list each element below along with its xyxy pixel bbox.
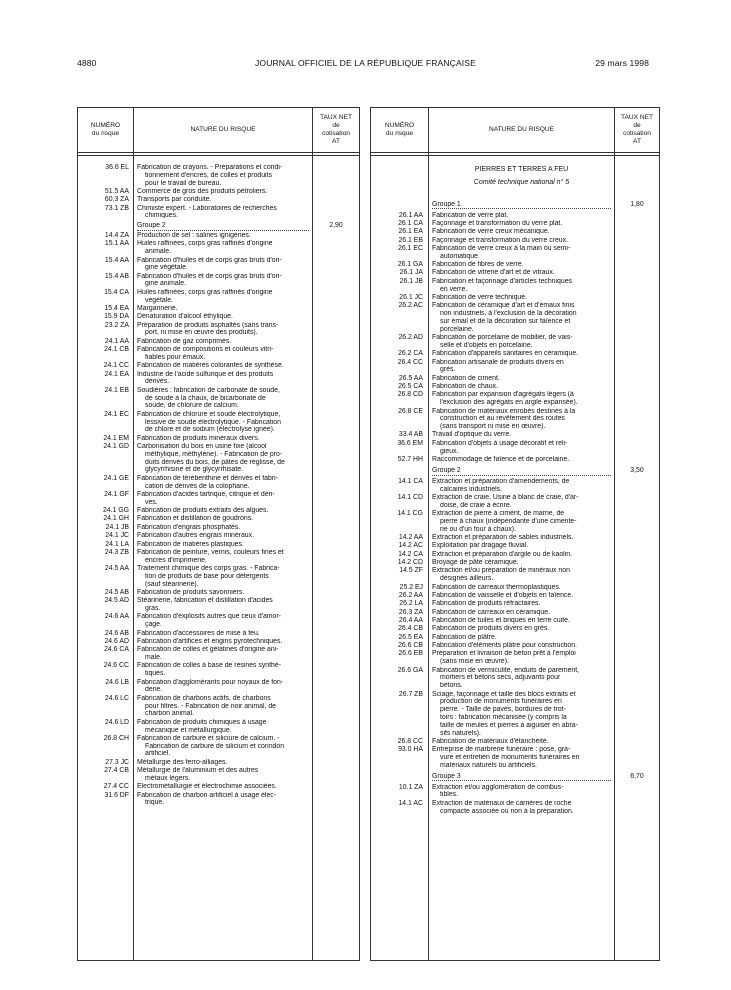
risk-code: 24.1 GD — [103, 443, 129, 451]
risk-description-line: dérivés. — [145, 378, 170, 386]
risk-description-line: Extraction et préparation de sables industriels. — [432, 534, 574, 542]
risk-description-line: Fabrication de charbon artificiel à usage élec- — [137, 791, 277, 799]
risk-description-line: Fabrication artisanale de produits divers en — [432, 358, 564, 366]
risk-description-line: Façonnage et transformation du verre plat. — [432, 219, 563, 227]
left-risk-table — [77, 107, 360, 961]
risk-code: 26.4 CB — [398, 625, 423, 633]
risk-code: 24.1 EM — [103, 434, 129, 442]
risk-description-line: Fabrication de produits minéraux divers. — [137, 434, 260, 442]
risk-description-line: grès. — [440, 366, 456, 374]
risk-description-line: végétale. — [145, 296, 173, 304]
risk-description-line: port, ni mise en œuvre des produits). — [145, 329, 258, 337]
risk-description-line: Façonnage et transformation du verre creux. — [432, 236, 568, 244]
risk-description-line: rie ou d'un four à chaux). — [440, 525, 517, 533]
group-label: Groupe 3 — [432, 773, 611, 782]
risk-code: 24.6 AB — [104, 629, 129, 637]
risk-code: 14.2 CA — [398, 550, 423, 558]
header-nature: NATURE DU RISQUE — [488, 126, 555, 133]
risk-description-line: Stéarinerie, fabrication et distillation d'acides — [137, 597, 273, 605]
risk-code: 24.1 EB — [104, 386, 129, 394]
risk-code: 26.5 AA — [398, 374, 423, 382]
risk-description-line: Fabrication d'objets à usage décoratif et reli- — [432, 439, 568, 447]
risk-description-line: de chlore et de sodium (électrolyse ignée). — [145, 426, 275, 434]
risk-description-line: Fabrication de produits extraits des algues. — [137, 507, 269, 515]
risk-description-line: Fabrication d'appareils sanitaires en céramique. — [432, 350, 579, 358]
risk-description-line: l'exclusion des agrégats en argile expansée). — [440, 399, 578, 407]
risk-code: 23.2 ZA — [104, 321, 129, 329]
risk-description-line: artificiel. — [145, 750, 171, 758]
risk-description-line: métaux légers. — [145, 774, 191, 782]
risk-description-line: Fabrication d'huiles et de corps gras bruts d'ori- — [137, 256, 282, 264]
risk-description-line: Soudières : fabrication de carbonate de soude, — [137, 386, 280, 394]
risk-description-line: Fabrication de matériaux enrobés destinés à la — [432, 407, 576, 415]
risk-description-line: Travail d'optique du verre. — [432, 431, 512, 439]
risk-code: 24.6 LB — [105, 678, 129, 686]
risk-description-line: gine végétale. — [145, 264, 188, 272]
risk-code: 24.1 CB — [104, 346, 129, 354]
risk-description-line: Extraction et/ou préparation de minéraux non — [432, 567, 570, 575]
risk-description-line: soude, de chlorure de calcium. — [145, 402, 239, 410]
risk-description-line: (sauf stéarinerie). — [145, 580, 199, 588]
risk-code: 10.1 ZA — [398, 783, 423, 791]
risk-description-line: Fabrication de chaux. — [432, 383, 498, 390]
risk-description-line: Fabrication de produits divers en grès. — [432, 625, 550, 633]
risk-description-line: Fabrication de verre plat. — [432, 211, 509, 219]
risk-description-line: sur émail et de la décoration sur faïence et — [440, 317, 571, 325]
risk-description-line: Fabrication de compositions et couleurs vitri- — [137, 346, 274, 354]
risk-description-line: tibles. — [440, 791, 459, 799]
risk-code: 26.1 EC — [398, 244, 423, 252]
risk-description-line: gras. — [145, 605, 161, 613]
risk-description-line: Métallurgie de l'aluminium et des autres — [137, 767, 259, 775]
risk-description-line: Fabrication de carbure de silicium et corindon — [145, 742, 285, 750]
risk-description-line: porcelaine. — [440, 325, 474, 333]
risk-code: 26.8 CE — [398, 407, 423, 415]
risk-description-line: Fabrication de térébenthine et dérivés et fabri- — [137, 474, 278, 482]
risk-description-line: Fabrication de vitrerie d'art et de vitraux. — [432, 269, 555, 277]
page-number: 4880 — [77, 58, 97, 68]
risk-code: 26.5 CA — [398, 383, 423, 390]
risk-code: 26.1 GA — [397, 261, 423, 269]
risk-description-line: Extraction de pierre à ciment, de marne, de — [432, 510, 565, 518]
risk-description-line: (sans mise en œuvre). — [440, 658, 509, 666]
risk-description-line: Préparation de produits asphaltés (sans trans- — [137, 321, 279, 329]
risk-description-line: toirs : fabrication mécanisée (y compris la — [440, 713, 567, 721]
risk-description-line: Fabrication de ciment. — [432, 374, 500, 382]
risk-description-line: mécanique et métallurgique. — [145, 726, 232, 734]
risk-description-line: Fabrication de carreaux en céramique. — [432, 608, 550, 616]
risk-description-line: duits dérivés du bois, de pâtes de réglisse, de — [145, 458, 285, 466]
risk-code: 24.1 EA — [104, 370, 129, 378]
group-rate: 3,50 — [630, 466, 644, 474]
risk-description-line: Extraction de craie. Usine à blanc de craie, d'ar- — [432, 493, 579, 501]
risk-description-line: Fabrication de verre creux mécanique. — [432, 228, 550, 236]
risk-description-line: gine animale. — [145, 280, 186, 288]
risk-description-line: animale. — [145, 248, 172, 256]
risk-description-line: Fabrication d'accessoires de mise à feu. — [137, 629, 260, 637]
risk-code: 14.2 AA — [398, 534, 423, 542]
group-rate: 1,80 — [630, 200, 644, 208]
risk-description-line: Fabrication d'artifices et engins pyrotechniques. — [137, 637, 283, 645]
risk-description-line: pour filtres. - Fabrication de noir animal, de — [145, 702, 276, 710]
risk-code: 24.1 CC — [103, 362, 129, 370]
risk-description-line: Fabrication de chlorure et soude électrolytique, — [137, 410, 281, 418]
risk-code: 24.5 AD — [104, 597, 129, 605]
risk-description-line: Production de sel : salines ignigènes. — [137, 232, 251, 239]
group-label: Groupe 2 — [137, 222, 309, 231]
header-numero: NUMÉRO du risque — [384, 122, 415, 137]
risk-description-line: tion de produits de base pour détergents — [145, 572, 269, 580]
risk-code: 24.1 GE — [103, 474, 129, 482]
risk-code: 24.5 AA — [104, 565, 129, 572]
risk-description-line: pierre à chaux (indépendante d'une cimente- — [440, 517, 577, 525]
risk-description-line: fiables pour émaux. — [145, 353, 206, 361]
risk-description-line: non industriels, à l'exclusion de la décoration — [440, 310, 577, 318]
risk-description-line: Fabrication et façonnage d'articles techniques — [432, 277, 572, 285]
risk-description-line: Fabrication de vaisselle et d'objets en faïence. — [432, 591, 574, 599]
risk-code: 24.6 LD — [104, 718, 129, 726]
risk-code: 26.4 CC — [397, 358, 423, 366]
risk-description-line: Fabrication de carbure et siliciure de calcium. - — [137, 734, 280, 742]
risk-description-line: Fabrication d'acides tartrique, citrique et déri- — [137, 490, 275, 498]
risk-code: 24.5 AB — [104, 588, 129, 596]
risk-code: 15.4 CA — [104, 288, 129, 296]
risk-code: 15.4 AB — [104, 272, 129, 280]
risk-code: 93.0 HA — [398, 746, 423, 754]
risk-code: 15.9 DA — [104, 313, 129, 321]
risk-code: 14.1 CA — [398, 477, 423, 485]
group-rate: 6,70 — [630, 772, 644, 780]
risk-code: 60.3 ZA — [104, 196, 129, 204]
risk-code: 33.4 AB — [398, 431, 423, 439]
risk-code: 26.8 CC — [397, 737, 423, 745]
risk-code: 26.1 AA — [398, 211, 423, 219]
risk-description-line: Fabrication de charbons actifs, de charbons — [137, 694, 271, 702]
risk-code: 36.6 EM — [397, 439, 423, 447]
risk-description-line: gieux. — [440, 447, 459, 455]
risk-description-line: Fabrication d'huiles et de corps gras bruts d'ori- — [137, 272, 282, 280]
risk-description-line: charbon animal. — [145, 710, 195, 718]
risk-description-line: trique. — [145, 799, 165, 807]
risk-code: 26.8 CD — [397, 391, 423, 399]
risk-code: 14.2 CD — [397, 559, 423, 567]
risk-description-line: Industrie de l'acide sulfurique et des produits — [137, 370, 274, 378]
risk-code: 26.1 JA — [399, 269, 423, 277]
risk-code: 26.6 GA — [397, 666, 423, 674]
risk-description-line: Fabrication de porcelaine de mobilier, de vais- — [432, 334, 573, 341]
risk-description-line: Fabrication de vermiculite, enduits de parement, — [432, 666, 580, 674]
risk-code: 14.1 CD — [397, 493, 423, 501]
risk-description-line: Fabrication par expansion d'agrégats légers (à — [432, 391, 574, 399]
risk-description-line: Fabrication d'explosifs autres que ceux d'amor- — [137, 613, 281, 621]
risk-description-line: (sans transport ni mise en œuvre). — [440, 423, 546, 431]
header-taux: TAUX NET de cotisation AT — [620, 114, 654, 145]
risk-code: 26.6 EB — [398, 650, 423, 658]
risk-description-line: lessive de soude électrolytique. - Fabrication — [145, 418, 281, 426]
risk-code: 15.4 EA — [104, 304, 129, 312]
risk-description-line: çage. — [145, 621, 162, 629]
risk-description-line: Carbonisation du bois en usine fixe (alcool — [137, 443, 267, 451]
risk-description-line: Broyage de pâte céramique. — [432, 559, 519, 567]
risk-code: 31.6 DF — [104, 791, 129, 799]
risk-code: 51.5 AA — [104, 187, 129, 195]
risk-description-line: Fabrication de céramique d'art et d'émaux finis — [432, 302, 575, 310]
risk-description-line: Traitement chimique des corps gras. - Fabrica- — [137, 565, 280, 572]
header-taux: TAUX NET de cotisation AT — [319, 114, 353, 145]
risk-description-line: pour le travail de bureau. — [145, 179, 222, 187]
risk-code: 24.6 AD — [104, 637, 129, 645]
risk-code: 26.1 JC — [399, 293, 423, 301]
risk-description-line: Raccommodage de faïence et de porcelaine. — [432, 455, 570, 463]
risk-description-line: Chimiste expert. - Laboratoires de recherches — [137, 204, 277, 212]
risk-description-line: Transports par conduite. — [137, 196, 212, 204]
journal-title: JOURNAL OFFICIEL DE LA RÉPUBLIQUE FRANÇAISE — [255, 58, 476, 68]
risk-description-line: Margarinerie. — [137, 304, 178, 312]
risk-description-line: Fabrication d'agglomérants pour noyaux de fon- — [137, 678, 284, 686]
risk-code: 24.6 CA — [104, 646, 129, 654]
risk-description-line: Fabrication de produits chimiques à usage — [137, 718, 267, 726]
risk-code: 26.4 AA — [398, 617, 423, 624]
risk-description-line: Sciage, façonnage et taille des blocs extraits et — [432, 690, 576, 698]
header-numero: NUMÉRO du risque — [90, 122, 121, 137]
risk-code: 26.2 CA — [398, 350, 423, 358]
risk-code: 24.1 EC — [104, 410, 129, 418]
risk-code: 26.2 LA — [399, 600, 423, 608]
group-rate: 2,90 — [329, 222, 343, 229]
risk-code: 24.6 CC — [103, 662, 129, 670]
risk-description-line: Dénaturation d'alcool éthylique. — [137, 313, 233, 321]
risk-code: 26.2 AD — [398, 334, 423, 341]
risk-code: 26.1 CA — [398, 219, 423, 227]
risk-description-line: de soude à la chaux, de bicarbonate de — [145, 394, 266, 402]
risk-description-line: calcaires industriels. — [440, 485, 503, 493]
risk-description-line: Fabrication de crayons. - Préparations et condi- — [137, 164, 283, 171]
risk-code: 24.1 AA — [104, 337, 129, 345]
section-subtitle: Comité technique national n° 5 — [473, 179, 570, 186]
risk-description-line: chimiques. — [145, 212, 178, 220]
risk-code: 15.4 AA — [104, 256, 129, 264]
risk-description-line: Fabrication de colles et gélatines d'origine ani- — [137, 646, 279, 654]
risk-description-line: Fabrication de produits réfractaires. — [432, 600, 541, 608]
risk-description-line: Fabrication de matériaux d'étanchéité. — [432, 737, 549, 745]
risk-description-line: Fabrication et distillation de goudrons. — [137, 515, 254, 523]
risk-code: 27.4 CB — [104, 767, 129, 775]
risk-description-line: mortiers et bétons secs, adjuvants pour — [440, 674, 561, 682]
risk-description-line: encres d'imprimerie. — [145, 556, 207, 564]
risk-description-line: Fabrication de fibres de verre. — [432, 261, 524, 269]
risk-code: 14.1 CG — [397, 510, 423, 518]
risk-description-line: Fabrication de carreaux thermoplastiques. — [432, 583, 561, 591]
risk-code: 52.7 HH — [397, 455, 423, 463]
section-title: PIERRES ET TERRES A FEU — [474, 166, 569, 173]
risk-code: 14.4 ZA — [104, 232, 129, 239]
risk-description-line: Fabrication de gaz comprimés. — [137, 337, 232, 345]
risk-description-line: Fabrication d'engrais phosphatés. — [137, 523, 241, 531]
risk-code: 26.1 JB — [399, 277, 423, 285]
risk-code: 25.2 EJ — [399, 583, 423, 591]
risk-description-line: Electrométallurgie et électrochimie associées. — [137, 783, 277, 791]
risk-description-line: Fabrication d'autres engrais minéraux. — [137, 532, 254, 540]
risk-code: 36.6 EL — [105, 164, 129, 171]
risk-description-line: Fabrication de matières colorantes de synthèse. — [137, 362, 284, 370]
risk-description-line: sifs naturels). — [440, 729, 481, 737]
risk-description-line: derie. — [145, 686, 163, 694]
risk-description-line: Fabrication de produits savonniers. — [137, 588, 245, 596]
risk-description-line: Préparation et livraison de béton prêt à l'emploi — [432, 650, 576, 658]
risk-code: 24.6 LC — [104, 694, 129, 702]
risk-code: 26.3 ZA — [398, 608, 423, 616]
risk-code: 26.6 CB — [398, 642, 423, 650]
header-nature: NATURE DU RISQUE — [190, 126, 256, 133]
risk-code: 26.8 CH — [103, 734, 129, 742]
risk-description-line: Métallurgie des ferro-alliages. — [137, 758, 228, 766]
risk-description-line: Extraction et/ou agglomération de combus- — [432, 783, 564, 791]
risk-code: 26.5 EA — [398, 633, 423, 641]
risk-description-line: Fabrication de verre technique. — [432, 293, 527, 301]
risk-description-line: doise, de craie à écrire. — [440, 501, 512, 509]
risk-code: 26.1 EA — [398, 228, 423, 236]
risk-description-line: Fabrication d'éléments plâtre pour construction. — [432, 642, 577, 650]
risk-code: 24.1 GH — [103, 515, 129, 523]
risk-description-line: Fabrication de matières plastiques. — [137, 540, 244, 548]
risk-code: 24.1 LA — [105, 540, 129, 548]
risk-code: 24.1 JC — [105, 532, 129, 540]
risk-description-line: Huiles raffinées, corps gras raffinés d'origine — [137, 240, 273, 248]
risk-description-line: production de monuments funéraires en — [440, 698, 562, 706]
risk-description-line: male. — [145, 654, 162, 662]
risk-description-line: tiques. — [145, 670, 166, 678]
risk-code: 24.1 GG — [102, 507, 129, 515]
risk-code: 14.2 AC — [398, 542, 423, 550]
risk-description-line: méthylique, méthylène). - Fabrication de pro- — [145, 450, 283, 458]
risk-description-line: vure et entretien de monuments funéraires en — [440, 754, 580, 761]
risk-description-line: Extraction et préparation d'amendements, de — [432, 477, 570, 485]
risk-description-line: automatique. — [440, 252, 480, 260]
risk-code: 15.1 AA — [104, 240, 129, 248]
risk-description-line: cation de dérivés de la colophane. — [145, 482, 250, 490]
risk-code: 26.2 AC — [398, 302, 423, 310]
right-risk-table — [370, 107, 660, 961]
risk-description-line: Entreprise de marbrerie funéraire : pose, gra- — [432, 746, 571, 754]
risk-description-line: en verre. — [440, 285, 468, 293]
issue-date: 29 mars 1998 — [595, 58, 649, 68]
risk-description-line: tionnement d'encres, de colles et produits — [145, 171, 272, 179]
risk-code: 73.1 ZB — [104, 204, 129, 212]
risk-description-line: Fabrication de verre creux à la main ou semi- — [432, 244, 571, 252]
risk-code: 26.2 AA — [398, 591, 423, 599]
risk-description-line: vés. — [145, 498, 158, 506]
risk-description-line: matériaux naturels ou artificiels. — [440, 761, 537, 769]
risk-description-line: Exploitation par dragage fluvial. — [432, 542, 529, 550]
risk-code: 26.1 EB — [398, 236, 423, 244]
risk-description-line: Fabrication de plâtre. — [432, 633, 497, 641]
risk-description-line: construction et au revêtement des routes — [440, 415, 565, 423]
risk-description-line: glycyrrhisine et de glycyrrhisate. — [145, 466, 244, 474]
group-label: Groupe 1 — [432, 201, 611, 210]
risk-description-line: taille de meules et pierres à aiguiser en abra- — [440, 721, 578, 729]
risk-code: 14.5 ZF — [399, 567, 423, 575]
risk-description-line: Fabrication de colles à base de résines synthé- — [137, 662, 282, 670]
risk-description-line: compacte associée ou non à la préparation. — [440, 807, 574, 815]
risk-code: 24.3 ZB — [104, 548, 129, 556]
risk-code: 27.3 JC — [105, 758, 129, 766]
risk-description-line: pierre. - Taille de pavés, bordures de trot- — [440, 706, 566, 714]
risk-code: 24.1 GF — [104, 490, 129, 498]
risk-description-line: Huiles raffinées, corps gras raffinés d'origine — [137, 288, 273, 296]
risk-description-line: bétons. — [440, 682, 463, 690]
risk-code: 24.6 AA — [104, 613, 129, 621]
risk-code: 14.1 AC — [398, 799, 423, 807]
risk-description-line: Extraction de matériaux de carrières de roche — [432, 799, 572, 807]
group-label: Groupe 2 — [432, 467, 611, 476]
risk-description-line: Fabrication de tuiles et briques en terre cuite. — [432, 617, 570, 624]
risk-code: 24.1 JB — [105, 523, 129, 531]
risk-description-line: Commerce de gros des produits pétroliers. — [137, 187, 268, 195]
risk-description-line: Extraction et préparation d'argile ou de kaolin. — [432, 550, 572, 558]
risk-description-line: selle et d'objets en porcelaine. — [440, 341, 533, 349]
risk-code: 26.7 ZB — [398, 690, 423, 698]
risk-description-line: désignés ailleurs. — [440, 575, 494, 583]
risk-code: 27.4 CC — [103, 783, 129, 791]
risk-description-line: Fabrication de peinture, vernis, couleurs fines et — [137, 548, 284, 556]
